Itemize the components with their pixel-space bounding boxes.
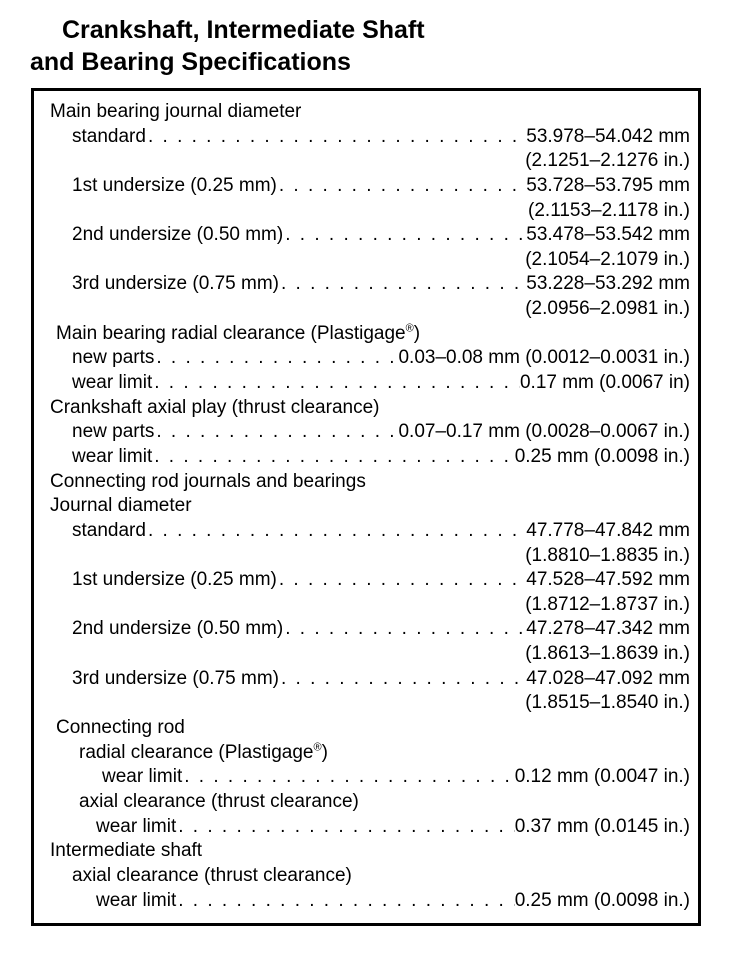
- main-journal-standard-row: standard . . . 53.978–54.042 mm: [50, 125, 690, 150]
- rod-journal-heading: Connecting rod journals and bearings: [50, 470, 366, 492]
- registered-mark: ®: [313, 741, 322, 754]
- rod-journal-standard-in: (1.8810–1.8835 in.): [525, 544, 690, 566]
- main-journal-u1-in: (2.1153–2.1178 in.): [528, 199, 690, 221]
- rod-journal-u2-in: (1.8613–1.8639 in.): [525, 643, 690, 665]
- main-journal-u3-row: 3rd undersize (0.75 mm) . . . 53.228–53.292 mm: [50, 272, 690, 297]
- main-journal-u1-row: 1st undersize (0.25 mm) . . . 53.728–53.795 mm: [50, 174, 690, 199]
- crank-axial-heading: Crankshaft axial play (thrust clearance): [50, 396, 380, 418]
- main-journal-heading: Main bearing journal diameter: [50, 101, 302, 122]
- rod-axial-wear-row: wear limit . . . 0.37 mm (0.0145 in.): [50, 815, 690, 840]
- page-title: [30, 14, 425, 78]
- crank-axial-new-row: new parts . . . 0.07–0.17 mm (0.0028–0.0067 in.): [50, 420, 690, 445]
- title-line-1: Crankshaft, Intermediate Shaft: [62, 16, 425, 44]
- rod-journal-u3-in: (1.8515–1.8540 in.): [525, 692, 690, 714]
- spec-rows: [50, 100, 690, 913]
- rod-journal-u1-in: (1.8712–1.8737 in.): [525, 593, 690, 615]
- rod-radial-wear-row: wear limit . . . 0.12 mm (0.0047 in.): [50, 765, 690, 790]
- crank-axial-wear-row: wear limit . . . 0.25 mm (0.0098 in.): [50, 445, 690, 470]
- rod-radial-heading: radial clearance (Plastigage®): [79, 741, 328, 763]
- title-line-2: and Bearing Specifications: [30, 48, 351, 76]
- intermediate-wear-row: wear limit . . . 0.25 mm (0.0098 in.): [50, 889, 690, 914]
- rod-axial-heading: axial clearance (thrust clearance): [79, 790, 359, 812]
- main-journal-standard-in: (2.1251–2.1276 in.): [525, 150, 690, 172]
- rod-clearance-heading: Connecting rod: [56, 717, 185, 739]
- rod-journal-u2-row: 2nd undersize (0.50 mm) . . . 47.278–47.342 mm: [50, 617, 690, 642]
- main-journal-u2-row: 2nd undersize (0.50 mm) . . . 53.478–53.542 mm: [50, 223, 690, 248]
- main-journal-u2-in: (2.1054–2.1079 in.): [525, 248, 690, 270]
- main-clearance-heading: Main bearing radial clearance (Plastigage®): [56, 322, 421, 344]
- main-journal-u3-in: (2.0956–2.0981 in.): [525, 298, 690, 320]
- spec-table-box: [31, 88, 701, 926]
- rod-journal-u1-row: 1st undersize (0.25 mm) . . . 47.528–47.592 mm: [50, 568, 690, 593]
- rod-journal-standard-row: standard . . . 47.778–47.842 mm: [50, 519, 690, 544]
- registered-mark: ®: [405, 322, 414, 335]
- rod-journal-u3-row: 3rd undersize (0.75 mm) . . . 47.028–47.092 mm: [50, 667, 690, 692]
- intermediate-axial-heading: axial clearance (thrust clearance): [72, 864, 352, 886]
- main-clearance-wear-row: wear limit . . . 0.17 mm (0.0067 in): [50, 371, 690, 396]
- intermediate-heading: Intermediate shaft: [50, 840, 203, 862]
- main-clearance-new-row: new parts . . . 0.03–0.08 mm (0.0012–0.0031 in.): [50, 346, 690, 371]
- rod-journal-subheading: Journal diameter: [50, 495, 192, 517]
